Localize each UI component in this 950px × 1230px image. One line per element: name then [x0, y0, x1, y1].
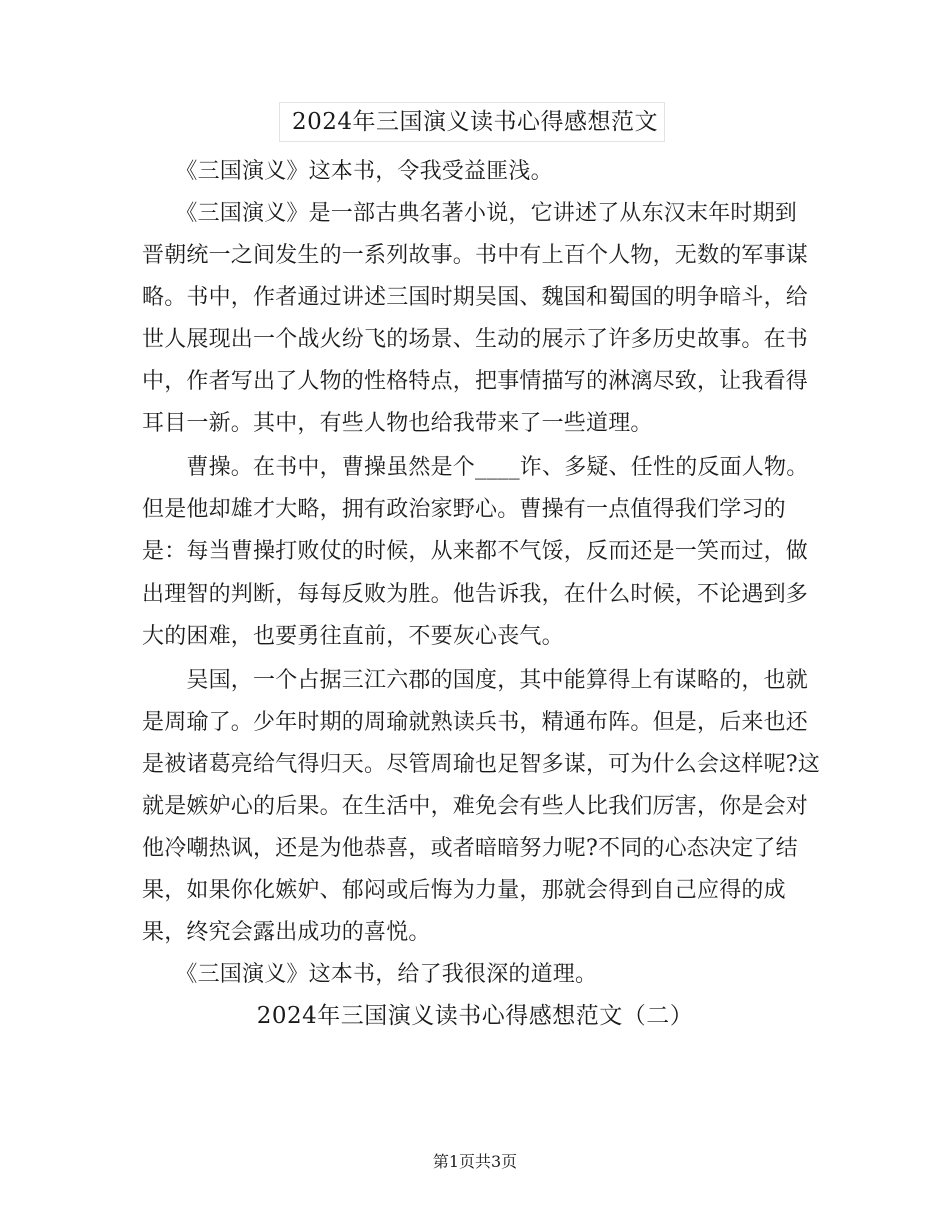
- text-line: 《三国演义》这本书，令我受益匪浅。: [142, 159, 553, 184]
- text-line: 世人展现出一个战火纷飞的场景、生动的展示了许多历史故事。在书: [142, 327, 809, 352]
- text-line: 果，终究会露出成功的喜悦。: [142, 920, 431, 945]
- text-line: 是：每当曹操打败仗的时候，从来都不气馁，反而还是一笑而过，做: [142, 539, 809, 564]
- text-line: 曹操。在书中，曹操虽然是个____诈、多疑、任性的反面人物。: [142, 455, 809, 480]
- text-line: 出理智的判断，每每反败为胜。他告诉我，在什么时候，不论遇到多: [142, 582, 809, 607]
- text-line: 晋朝统一之间发生的一系列故事。书中有上百个人物，无数的军事谋: [142, 243, 809, 268]
- text-line: 中，作者写出了人物的性格特点，把事情描写的淋漓尽致，让我看得: [142, 369, 809, 394]
- page-number: 第1页共3页: [432, 1152, 518, 1171]
- text-line: 但是他却雄才大略，拥有政治家野心。曹操有一点值得我们学习的: [142, 497, 786, 522]
- text-line: 《三国演义》这本书，给了我很深的道理。: [142, 962, 598, 987]
- text-line: 是被诸葛亮给气得归天。尽管周瑜也足智多谋，可为什么会这样呢?这: [142, 752, 820, 777]
- text-line: 《三国演义》是一部古典名著小说，它讲述了从东汉末年时期到: [142, 201, 798, 226]
- text-line: 耳目一新。其中，有些人物也给我带来了一些道理。: [142, 411, 653, 436]
- text-line: 他冷嘲热讽，还是为他恭喜，或者暗暗努力呢?不同的心态决定了结: [142, 836, 798, 861]
- document-title: 2024年三国演义读书心得感想范文: [291, 109, 659, 135]
- text-line: 果，如果你化嫉妒、郁闷或后悔为力量，那就会得到自己应得的成: [142, 878, 786, 903]
- text-line: 吴国，一个占据三江六郡的国度，其中能算得上有谋略的，也就: [142, 668, 809, 693]
- text-line: 是周瑜了。少年时期的周瑜就熟读兵书，精通布阵。但是，后来也还: [142, 710, 809, 735]
- section-heading: 2024年三国演义读书心得感想范文（二）: [256, 1003, 694, 1029]
- text-line: 略。书中，作者通过讲述三国时期吴国、魏国和蜀国的明争暗斗，给: [142, 285, 809, 310]
- text-line: 就是嫉妒心的后果。在生活中，难免会有些人比我们厉害，你是会对: [142, 794, 809, 819]
- text-line: 大的困难，也要勇往直前，不要灰心丧气。: [142, 624, 564, 649]
